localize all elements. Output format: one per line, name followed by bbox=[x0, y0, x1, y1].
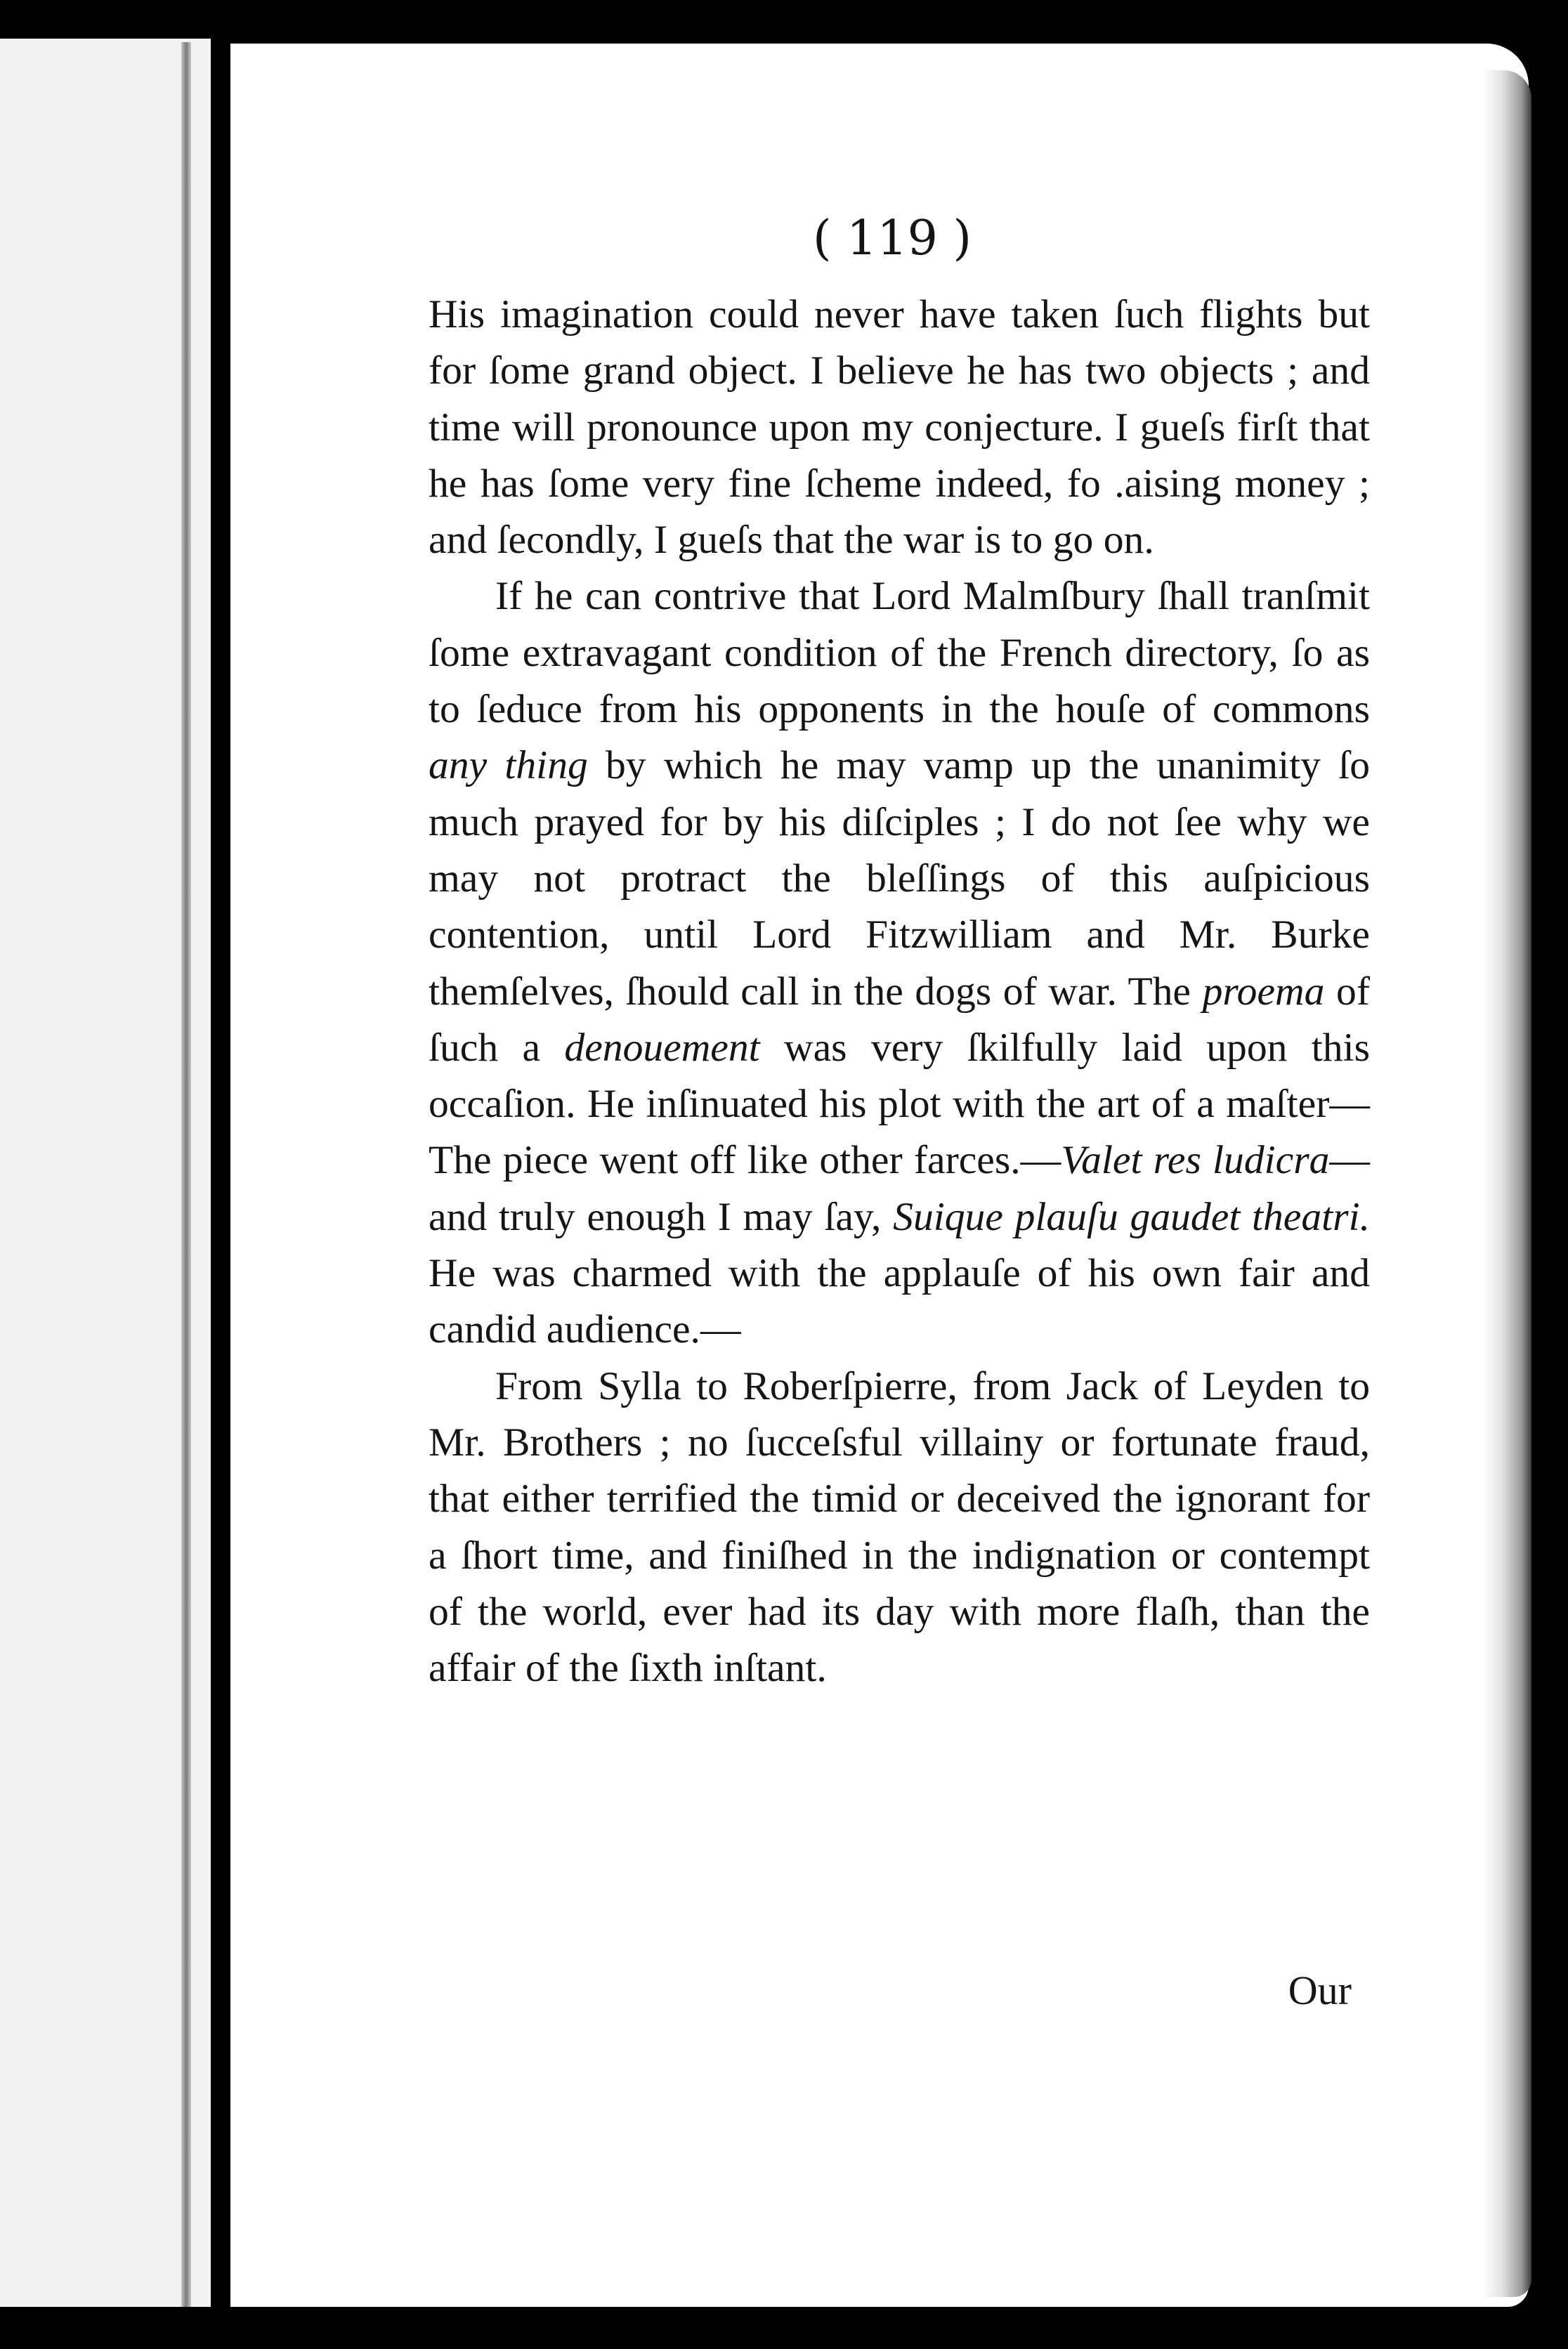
italic-text: any thing bbox=[429, 743, 588, 788]
text-run: He was charmed with the applauſe of his own fair and candid audience.— bbox=[429, 1251, 1370, 1352]
italic-text: Suique plauſu gaudet theatri. bbox=[893, 1194, 1370, 1239]
text-run: was very ſkilfully laid upon this occaſion. He inſinuated his plot with the art of a maſter—The piece went off like other farces.— bbox=[429, 1025, 1370, 1183]
page-fore-edge bbox=[1482, 70, 1531, 2297]
catchword: Our bbox=[1288, 1968, 1352, 2013]
text-run: If he can contrive that Lord Malmſbury ſhall tranſmit ſome extravagant condition of the French directory, ſo as to ſeduce from his opponents in the houſe of commons bbox=[429, 574, 1370, 732]
italic-text: proema bbox=[1202, 969, 1325, 1014]
scan-bottom-border bbox=[0, 2307, 1568, 2349]
body-text bbox=[429, 287, 1370, 1696]
text-run: —and truly enough I may ſay, bbox=[429, 1138, 1370, 1239]
paragraph bbox=[429, 1359, 1370, 1697]
book-gutter bbox=[211, 39, 230, 2349]
text-run: by which he may vamp up the unanimity ſo much prayed for by his diſciples ; I do not ſee why we may not protract the bleſſings of this auſpicious contention, until Lord Fitzwilliam and Mr. Burke themſelves, ſhould call in the dogs of war. The bbox=[429, 743, 1370, 1014]
facing-page-shadow bbox=[181, 42, 191, 2349]
text-run: of ſuch a bbox=[429, 969, 1371, 1070]
italic-text: Valet res ludicra bbox=[1061, 1138, 1330, 1183]
text-run: From Sylla to Roberſpierre, from Jack of Leyden to Mr. Brothers ; no ſucceſsful villainy or fortunate fraud, that either terrified the timid or deceived the ignorant for a ſhort time, and finiſhed in the indignation or contempt of the world, ever had its day with more flaſh, than the affair of the ſixth inſtant. bbox=[429, 1363, 1370, 1691]
text-run: His imagination could never have taken ſuch flights but for ſome grand object. I believe he has two objects ; and time will pronounce upon my conjecture. I gueſs firſt that he has ſome very fine ſcheme indeed, fo .aising money ; and ſecondly, I gueſs that the war is to go on. bbox=[429, 292, 1370, 563]
facing-page-edge bbox=[0, 39, 211, 2349]
italic-text: denouement bbox=[564, 1025, 760, 1070]
page-number: ( 119 ) bbox=[812, 211, 972, 266]
paragraph bbox=[429, 287, 1370, 568]
paragraph bbox=[429, 568, 1370, 1358]
